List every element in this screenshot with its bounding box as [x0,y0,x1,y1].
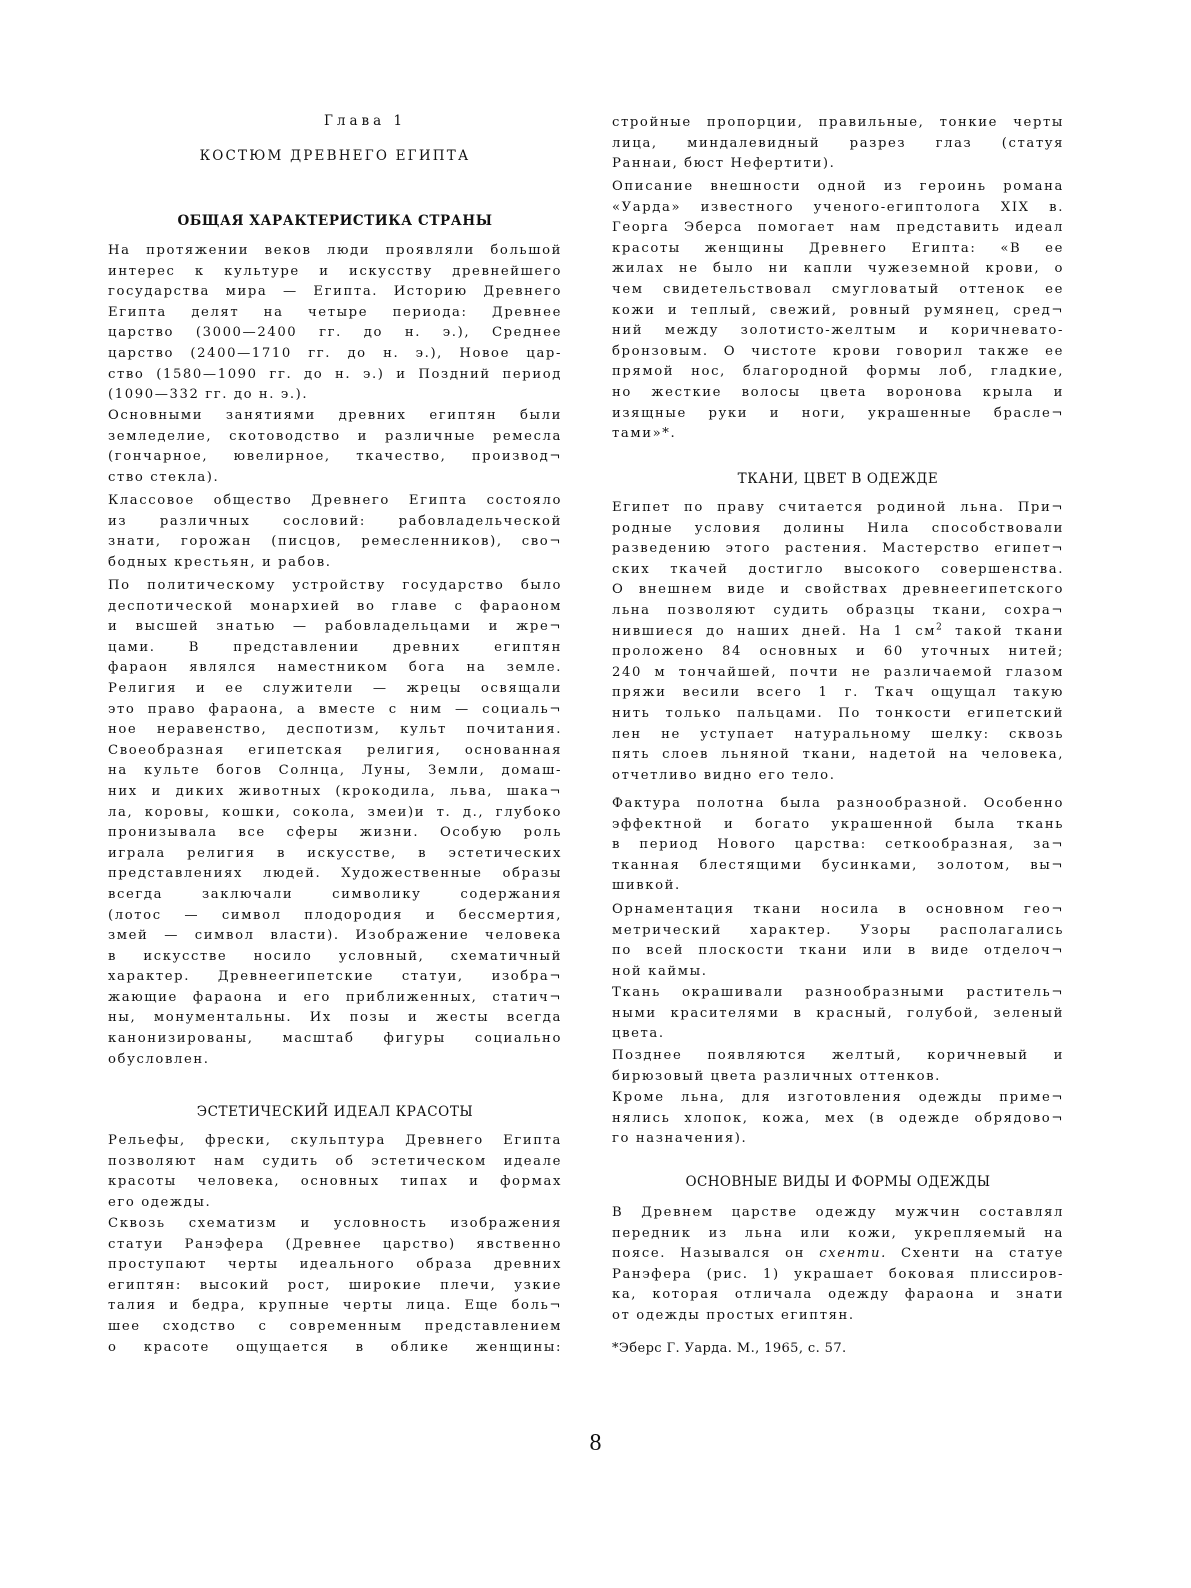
text-line: ной каймы. [612,963,708,979]
text-line: Позднее появляются желтый, коричневый и [612,1048,1064,1063]
text-line: Египта делят на четыре периода: Древнее [108,304,562,320]
text-line: (гончарное, ювелирное, ткачество, производ¬ [108,449,562,465]
text-line: царство (3000—2400 гг. до н. э.), Среднее [108,325,562,341]
section-heading: ЭСТЕТИЧЕСКИЙ ИДЕАЛ КРАСОТЫ [196,1104,474,1120]
text-line: обусловлен. [108,1051,210,1067]
text-line: На протяжении веков люди проявляли большой [108,243,562,258]
text-line: «Уарда» известного ученого-египтолога XIX в. [612,199,1064,215]
text-line: Орнаментация ткани носила в основном гео¬ [612,902,1064,917]
paragraph [612,794,1064,897]
text-line: проложено 84 основных и 60 уточных нитей; [612,644,1064,660]
text-line: шивкой. [612,878,681,894]
text-line: Описание внешности одной из героинь романа [612,179,1064,194]
text-line: египтян: высокий рост, широкие плечи, узкие [108,1277,562,1293]
chapter-title: КОСТЮМ ДРЕВНЕГО ЕГИПТА [199,148,471,164]
text-line: всегда заключали символику содержания [108,886,562,902]
text-line: играла религия в искусстве, в эстетических [108,845,562,861]
text-line: (1090—332 гг. до н. э.). [108,387,309,403]
text-line: по всей плоскости ткани или в виде отделоч¬ [612,943,1064,959]
text-line: ными красителями в красный, голубой, зеленый [612,1005,1064,1021]
text-line: Религия и ее служители — жрецы освящали [108,680,562,696]
text-line: фараон являлся наместником бога на земле. [108,660,562,676]
text-line: передник из льна или кожи, укрепляемый на [612,1225,1064,1241]
text-line: шее сходство с современным представлением [108,1318,562,1334]
text-line: Рельефы, фрески, скульптура Древнего Египта [108,1133,562,1148]
text-line: (лотос — символ плодородия и бессмертия, [108,907,562,923]
text-line: Основными занятиями древних египтян были [108,408,562,423]
text-line: стройные пропорции, правильные, тонкие черты [612,115,1064,130]
text-line: проступают черты идеального образа древних [108,1257,562,1273]
text-line: знати, горожан (писцов, ремесленников), сво¬ [108,534,562,550]
text-line: 240 м тончайшей, почти не различаемой глазом [612,664,1064,680]
text-line: Своеобразная египетская религия, основанная [108,742,562,758]
text-line: Георга Эберса помогает нам представить идеал [612,220,1064,236]
footnote: *Эберс Г. Уарда. М., 1965, с. 57. [612,1341,847,1356]
paragraph [612,1046,1064,1087]
paragraph [108,406,562,488]
text-line: Фактура полотна была разнообразной. Особенно [612,796,1064,811]
paragraph [612,177,1064,445]
text-line: чем свидетельствовал смугловатый оттенок ее [612,281,1064,297]
text-line: ла, коровы, кошки, сокола, змеи)и т. д., глубоко [108,804,562,820]
text-line: это право фараона, а вместе с ним — социаль¬ [108,701,562,717]
text-line: кожи и теплый, свежий, ровный румянец, сред¬ [612,302,1064,318]
text-line: По политическому устройству государство было [108,578,562,593]
text-line: ских ткачей достигло высокого совершенства. [612,561,1064,577]
superscript: 2 [936,622,944,633]
text-line: бодных крестьян, и рабов. [108,554,332,570]
term-schenti: схенти. [819,1246,887,1262]
text-line: интерес к культуре и искусству древнейшего [108,263,562,279]
text-fragment: нившиеся до наших дней. На 1 см [612,623,937,639]
text-line: бронзовым. О чистоте крови говорил также ее [612,343,1064,359]
text-line: жилах не было ни капли чужеземной крови, о [612,261,1064,277]
text-line: в искусстве носило условный, схематичный [108,948,562,964]
text-line: деспотической монархией во главе с фараоном [108,598,562,614]
text-line [612,1244,1064,1265]
page-number: 8 [589,1430,602,1456]
text-line: го назначения). [612,1131,748,1147]
text-line: земледелие, скотоводство и различные ремесла [108,428,562,444]
text-line: на культе богов Солнца, Луны, Земли, домаш- [108,763,562,779]
text-line: эффектной и богато украшенной была ткань [612,816,1064,832]
text-line: жающие фараона и его приближенных, статич¬ [108,989,562,1005]
text-line: лен не уступает натуральному шелку: сквозь [612,726,1064,742]
text-line: государства мира — Египта. Историю Древнего [108,284,562,300]
chapter-label: Глава 1 [323,113,407,129]
paragraph [108,241,562,406]
text-line: нялись хлопок, кожа, мех (в одежде обрядово¬ [612,1110,1064,1126]
text-line: ний между золотисто-желтым и коричневато- [612,323,1064,339]
text-line: прямой нос, благородной формы лоб, гладкие, [612,364,1064,380]
paragraph [108,1131,562,1213]
text-fragment: Схенти на статуе [886,1246,1064,1262]
text-line [612,622,1064,643]
text-line: бирюзовый цвета различных оттенков. [612,1068,941,1084]
text-line: характер. Древнеегипетские статуи, изобра¬ [108,969,562,985]
text-line: Сквозь схематизм и условность изображения [108,1216,562,1231]
text-line: но жесткие волосы цвета воронова крыла и [612,384,1064,400]
text-fragment: поясе. Назывался он [612,1246,820,1262]
text-line: красоты женщины Древнего Египта: «В ее [612,240,1064,256]
text-line: цвета. [612,1026,665,1042]
text-line: талия и бедра, крупные черты лица. Еще боль¬ [108,1298,562,1314]
section-heading: ОБЩАЯ ХАРАКТЕРИСТИКА СТРАНЫ [177,213,493,229]
text-line: ное неравенство, деспотизм, культ почитания. [108,722,562,738]
text-line: изящные руки и ноги, украшенные брасле¬ [612,405,1064,421]
text-line: статуи Ранэфера (Древнее царство) явственно [108,1236,562,1252]
text-line: ство стекла). [108,469,220,485]
paragraph [612,498,1064,786]
text-line: в период Нового царства: сеткообразная, за¬ [612,837,1064,853]
paragraph [612,900,1064,982]
paragraph [108,576,562,1070]
text-line: тами»*. [612,426,677,442]
text-line: пронизывала все сферы жизни. Особую роль [108,825,562,841]
text-line: красоты человека, основных типах и формах [108,1174,562,1190]
text-line: Раннаи, бюст Нефертити). [612,156,836,172]
text-line: разведению этого растения. Мастерство египет¬ [612,541,1064,557]
paragraph [612,1203,1064,1327]
text-line: позволяют нам судить об эстетическом идеале [108,1153,562,1169]
text-line: пять слоев льняной ткани, надетой на человека, [612,747,1064,763]
text-line: Кроме льна, для изготовления одежды приме¬ [612,1090,1064,1105]
text-line: родные условия долины Нила способствовали [612,520,1064,536]
text-line: них и диких животных (крокодила, льва, шака¬ [108,783,562,799]
text-line: представлениях людей. Художественные образы [108,866,562,882]
section-heading: ТКАНИ, ЦВЕТ В ОДЕЖДЕ [737,471,939,487]
paragraph [612,1088,1064,1150]
text-line: и высшей знатью — рабовладельцами и жре¬ [108,619,562,635]
text-line: нить только пальцами. По тонкости египетский [612,705,1064,721]
text-line: ка, которая отличала одежду фараона и знати [612,1287,1064,1303]
text-line: пряжи весили всего 1 г. Ткач ощущал такую [612,685,1064,701]
text-line: тканная блестящими бусинками, золотом, вы¬ [612,857,1064,873]
text-line: Ткань окрашивали разнообразными раститель¬ [612,985,1064,1000]
text-line: Египет по праву считается родиной льна. При¬ [612,500,1064,515]
paragraph [108,1214,562,1358]
text-line: О внешнем виде и свойствах древнеегипетского [612,582,1064,598]
text-line: из различных сословий: рабовладельческой [108,513,562,529]
text-line: змей — символ власти). Изображение человека [108,928,562,944]
text-line: цами. В представлении древних египтян [108,639,562,655]
paragraph [612,113,1064,175]
paragraph [108,491,562,573]
text-line: льна позволяют судить образцы ткани, сохра¬ [612,602,1064,618]
text-line: от одежды простых египтян. [612,1307,855,1323]
text-line: его одежды. [108,1194,212,1210]
text-line: В Древнем царстве одежду мужчин составлял [612,1205,1064,1220]
text-fragment: такой ткани [943,623,1064,639]
section-heading: ОСНОВНЫЕ ВИДЫ И ФОРМЫ ОДЕЖДЫ [685,1174,991,1190]
text-line: метрический характер. Узоры располагались [612,922,1064,938]
paragraph [612,983,1064,1045]
text-line: лица, миндалевидный разрез глаз (статуя [612,135,1064,151]
text-line: отчетливо видно его тело. [612,767,836,783]
text-line: о красоте ощущается в облике женщины: [108,1339,562,1355]
text-line: ны, монументальны. Их позы и жесты всегда [108,1010,562,1026]
text-line: Ранэфера (рис. 1) украшает боковая плиссиров- [612,1266,1064,1282]
text-line: ство (1580—1090 гг. до н. э.) и Поздний период [108,366,562,382]
text-line: царство (2400—1710 гг. до н. э.), Новое цар- [108,345,562,361]
text-line: Классовое общество Древнего Египта состояло [108,493,562,508]
text-line: канонизированы, масштаб фигуры социально [108,1031,562,1047]
